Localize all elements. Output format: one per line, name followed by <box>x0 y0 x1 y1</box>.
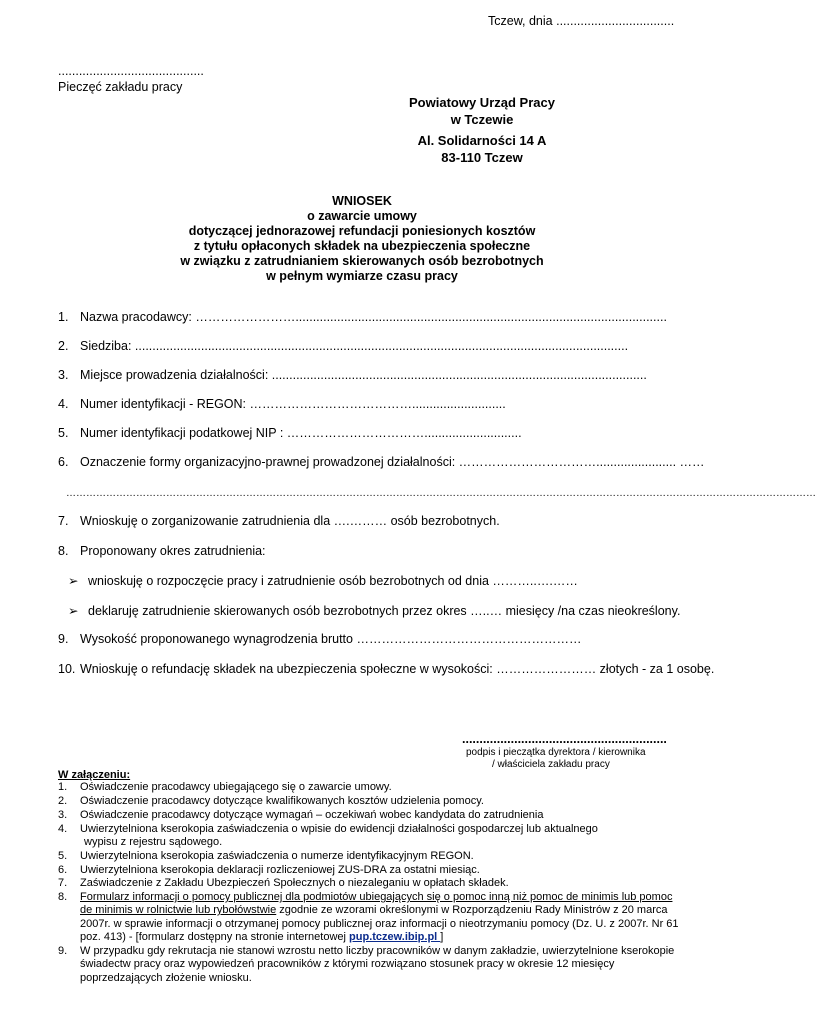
arrow-bullet-icon: ➢ <box>68 604 79 618</box>
title-line3: dotyczącej jednorazowej refundacji poniesionych kosztów <box>188 224 536 238</box>
signature-label-line1: podpis i pieczątka dyrektora / kierownika <box>466 747 646 758</box>
title-line6: w pełnym wymiarze czasu pracy <box>266 269 458 283</box>
title-line4: z tytułu opłaconych składek na ubezpieczenia społeczne <box>193 239 531 253</box>
signature-label-line2: / właściciela zakładu pracy <box>492 759 610 770</box>
field-employment-count[interactable]: 7. Wnioskuję o zorganizowanie zatrudnienia dla ….……… osób bezrobotnych. <box>58 514 500 528</box>
title-line2: o zawarcie umowy <box>307 209 417 223</box>
addressee-line1: Powiatowy Urząd Pracy <box>409 95 555 110</box>
field-nip[interactable]: 5. Numer identyfikacji podatkowej NIP : ……………………………............................ <box>58 426 522 440</box>
addressee-line2: w Tczewie <box>450 112 514 127</box>
signature-dots[interactable]: ........................................................... <box>462 732 667 746</box>
field-employment-period: 8. Proponowany okres zatrudnienia: <box>58 544 266 558</box>
arrow-bullet-icon: ➢ <box>68 574 79 588</box>
website-link[interactable]: pup.tczew.ibip.pl <box>349 931 441 943</box>
field-employer-name[interactable]: 1. Nazwa pracodawcy: ……………………........................................................................................................... <box>58 310 667 324</box>
field-salary[interactable]: 9. Wysokość proponowanego wynagrodzenia brutto ……………………………………………… <box>58 632 582 646</box>
addressee-line4: 83-110 Tczew <box>441 150 523 165</box>
field-regon[interactable]: 4. Numer identyfikacji - REGON: …………………………………........................... <box>58 397 506 411</box>
option-period[interactable]: ➢ deklaruję zatrudnienie skierowanych osób bezrobotnych przez okres …..… miesięcy /na czas nieokreślony. <box>68 604 681 618</box>
stamp-dots[interactable]: .......................................... <box>58 64 204 78</box>
title-line5: w związku z zatrudnianiem skierowanych osób bezrobotnych <box>180 254 544 268</box>
field-legal-form[interactable]: 6. Oznaczenie formy organizacyjno-prawnej prowadzonej działalności: ……………………………....................... …… <box>58 455 705 469</box>
attachments-heading: W załączeniu: <box>58 769 131 781</box>
stamp-label: Pieczęć zakładu pracy <box>58 80 183 94</box>
field-business-location[interactable]: 3. Miejsce prowadzenia działalności: ............................................................................................................ <box>58 368 647 382</box>
title-line1: WNIOSEK <box>332 194 392 208</box>
field-legal-form-continuation[interactable]: ……………………………………………………………………………………………………………………………………………………………………………………………………… <box>66 488 816 499</box>
date-line[interactable]: Tczew, dnia .................................. <box>488 14 675 28</box>
field-seat[interactable]: 2. Siedziba: .............................................................................................................................................. <box>58 339 629 353</box>
option-start-date[interactable]: ➢ wnioskuję o rozpoczęcie pracy i zatrudnienie osób bezrobotnych od dnia ………..….…… <box>68 574 578 588</box>
field-refund-amount[interactable]: 10. Wnioskuję o refundację składek na ubezpieczenia społeczne w wysokości: …………………… złotych - za 1 osobę. <box>58 662 715 676</box>
addressee-line3: Al. Solidarności 14 A <box>417 133 547 148</box>
